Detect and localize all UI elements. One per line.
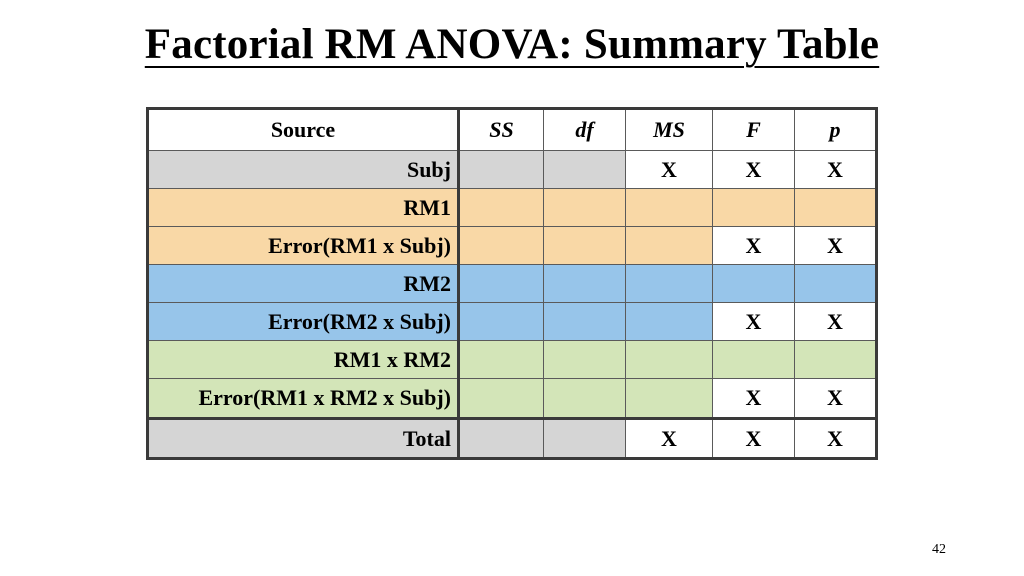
cell-df xyxy=(544,303,626,341)
table-row xyxy=(148,419,877,459)
page-number: 42 xyxy=(932,542,946,557)
cell-p: X xyxy=(795,419,877,459)
header-ms: MS xyxy=(626,109,713,151)
cell-f: X xyxy=(713,419,795,459)
source-label: Error(RM1 x RM2 x Subj) xyxy=(148,379,459,419)
source-label: Error(RM1 x Subj) xyxy=(148,227,459,265)
cell-ms xyxy=(626,265,713,303)
cell-ss xyxy=(459,189,544,227)
slide-title: Factorial RM ANOVA: Summary Table xyxy=(144,21,880,68)
cell-ss xyxy=(459,419,544,459)
header-p: p xyxy=(795,109,877,151)
table-row xyxy=(148,341,877,379)
cell-f xyxy=(713,189,795,227)
cell-ms xyxy=(626,227,713,265)
table-header-row xyxy=(148,109,877,151)
cell-ss xyxy=(459,341,544,379)
cell-ms xyxy=(626,379,713,419)
cell-df xyxy=(544,341,626,379)
cell-ss xyxy=(459,303,544,341)
cell-f xyxy=(713,341,795,379)
table-row xyxy=(148,303,877,341)
cell-p: X xyxy=(795,151,877,189)
cell-p: X xyxy=(795,379,877,419)
cell-ms xyxy=(626,189,713,227)
cell-df xyxy=(544,419,626,459)
cell-f: X xyxy=(713,151,795,189)
cell-p xyxy=(795,265,877,303)
table-row xyxy=(148,265,877,303)
cell-df xyxy=(544,189,626,227)
cell-ss xyxy=(459,379,544,419)
source-label: Error(RM2 x Subj) xyxy=(148,303,459,341)
cell-f: X xyxy=(713,379,795,419)
source-label: RM2 xyxy=(148,265,459,303)
table-row xyxy=(148,227,877,265)
source-label: Subj xyxy=(148,151,459,189)
cell-p: X xyxy=(795,227,877,265)
cell-ms xyxy=(626,341,713,379)
cell-f xyxy=(713,265,795,303)
cell-ss xyxy=(459,227,544,265)
cell-ms xyxy=(626,303,713,341)
cell-f: X xyxy=(713,303,795,341)
header-ss: SS xyxy=(459,109,544,151)
cell-ss xyxy=(459,151,544,189)
table-row xyxy=(148,151,877,189)
header-df: df xyxy=(544,109,626,151)
source-label: RM1 x RM2 xyxy=(148,341,459,379)
source-label: RM1 xyxy=(148,189,459,227)
cell-df xyxy=(544,227,626,265)
cell-df xyxy=(544,379,626,419)
cell-p xyxy=(795,189,877,227)
source-label: Total xyxy=(148,419,459,459)
header-source: Source xyxy=(148,109,459,151)
table-body xyxy=(148,151,877,459)
header-f: F xyxy=(713,109,795,151)
cell-ss xyxy=(459,265,544,303)
cell-df xyxy=(544,265,626,303)
cell-p xyxy=(795,341,877,379)
table-row xyxy=(148,379,877,419)
cell-p: X xyxy=(795,303,877,341)
cell-f: X xyxy=(713,227,795,265)
table-row xyxy=(148,189,877,227)
cell-ms: X xyxy=(626,151,713,189)
cell-ms: X xyxy=(626,419,713,459)
cell-df xyxy=(544,151,626,189)
anova-summary-table xyxy=(146,107,878,460)
